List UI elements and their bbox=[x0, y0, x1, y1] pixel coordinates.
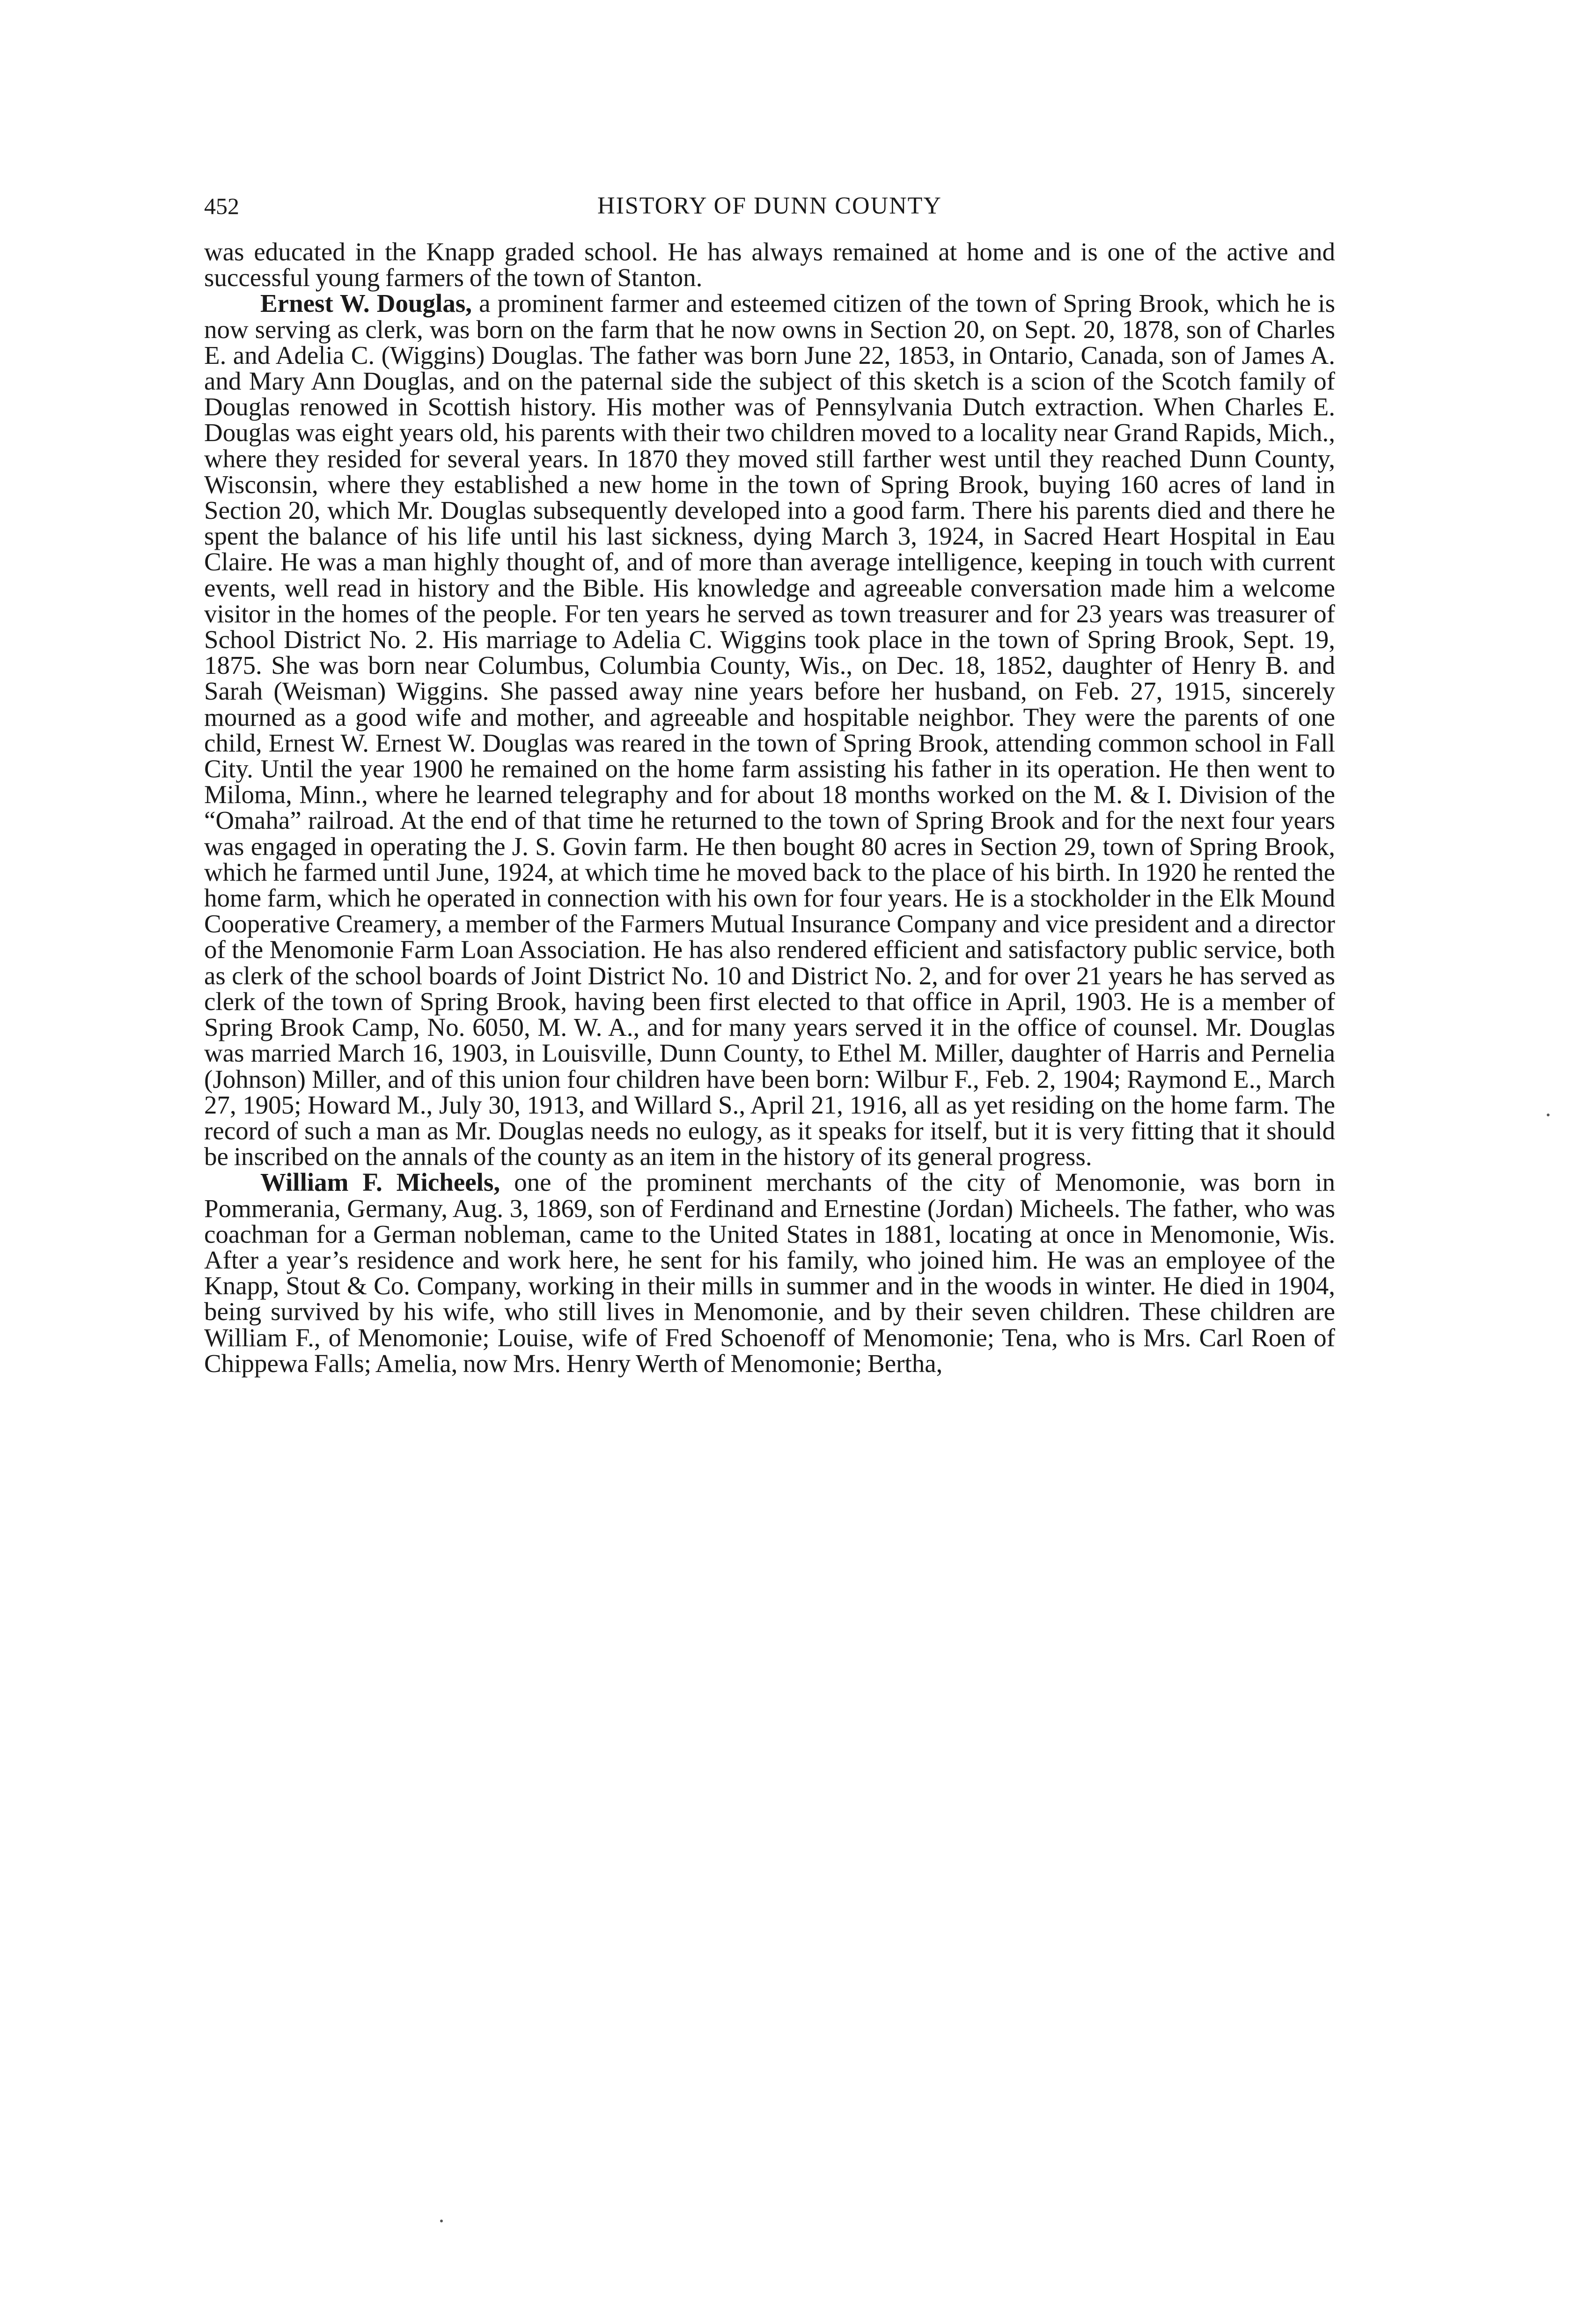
biography-name: Ernest W. Douglas, bbox=[260, 289, 472, 318]
paragraph-text: a prominent farmer and esteemed citizen of the town of Spring Brook, which he is now serving as clerk, was born on the farm that he now owns in Section 20, on Sept. 20, 1878, son of Charles E. and Adelia C. (Wiggins) Douglas. The father was born June 22, 1853, in Ontario, Canada, son of James A. and Mary Ann Douglas, and on the paternal side the subject of this sketch is a scion of the Scotch family of Douglas renowed in Scottish history. His mother was of Pennsylvania Dutch extraction. When Charles E. Douglas was eight years old, his parents with their two children moved to a locality near Grand Rapids, Mich., where they resided for several years. In 1870 they moved still farther west until they reached Dunn County, Wisconsin, where they established a new home in the town of Spring Brook, buying 160 acres of land in Section 20, which Mr. Douglas subsequently developed into a good farm. There his parents died and there he spent the balance of his life until his last sickness, dying March 3, 1924, in Sacred Heart Hospital in Eau Claire. He was a man highly thought of, and of more than average intelligence, keeping in touch with current events, well read in history and the Bible. His knowledge and agreeable conversation made him a welcome visitor in the homes of the people. For ten years he served as town treasurer and for 23 years was treasurer of School District No. 2. His marriage to Adelia C. Wiggins took place in the town of Spring Brook, Sept. 19, 1875. She was born near Columbus, Columbia County, Wis., on Dec. 18, 1852, daughter of Henry B. and Sarah (Weisman) Wiggins. She passed away nine years before her husband, on Feb. 27, 1915, sincerely mourned as a good wife and mother, and agreeable and hospitable neighbor. They were the parents of one child, Ernest W. Ernest W. Douglas was reared in the town of Spring Brook, attending common school in Fall City. Until the year 1900 he remained on the home farm assisting his father in its operation. He then went to Miloma, Minn., where he learned telegraphy and for about 18 months worked on the M. & I. Division of the “Omaha” railroad. At the end of that time he returned to the town of Spring Brook and for the next four years was engaged in operating the J. S. Govin farm. He then bought 80 acres in Section 29, town of Spring Brook, which he farmed until June, 1924, at which time he moved back to the place of his birth. In 1920 he rented the home farm, which he operated in connection with his own for four years. He is a stockholder in the Elk Mound Cooperative Creamery, a member of the Farmers Mutual Insurance Company and vice president and a director of the Menomonie Farm Loan Association. He has also rendered efficient and satisfactory public service, both as clerk of the school boards of Joint District No. 10 and District No. 2, and for over 21 years he has served as clerk of the town of Spring Brook, having been first elected to that office in April, 1903. He is a member of Spring Brook Camp, No. 6050, M. W. A., and for many years served it in the office of counsel. Mr. Douglas was married March 16, 1903, in Louisville, Dunn County, to Ethel M. Miller, daughter of Harris and Pernelia (Johnson) Miller, and of this union four children have been born: Wilbur F., Feb. 2, 1904; Raymond E., March 27, 1905; Howard M., July 30, 1913, and Willard S., April 21, 1916, all as yet residing on the home farm. The record of such a man as Mr. Douglas needs no eulogy, as it speaks for itself, but it is very fitting that it should be inscribed on the annals of the county as an item in the history of its general progress. bbox=[204, 289, 1335, 1171]
paragraph-text: was educated in the Knapp graded school. He has always remained at home and is one of the active and successful young farmers of the town of Stanton. bbox=[204, 237, 1335, 292]
scan-speck bbox=[440, 2220, 443, 2222]
paragraph-text: one of the prominent merchants of the city of Menomonie, was born in Pommerania, Germany, Aug. 3, 1869, son of Ferdinand and Ernestine (Jordan) Micheels. The father, who was coachman for a German nobleman, came to the United States in 1881, locating at once in Menomonie, Wis. After a year’s residence and work here, he sent for his family, who joined him. He was an employee of the Knapp, Stout & Co. Company, working in their mills in summer and in the woods in winter. He died in 1904, being survived by his wife, who still lives in Menomonie, and by their seven children. These children are William F., of Menomonie; Louise, wife of Fred Schoenoff of Menomonie; Tena, who is Mrs. Carl Roen of Chippewa Falls; Amelia, now Mrs. Henry Werth of Menomonie; Bertha, bbox=[204, 1168, 1335, 1378]
running-head: HISTORY OF DUNN COUNTY bbox=[597, 192, 942, 219]
biography-william-f-micheels bbox=[204, 1169, 1335, 1376]
page-number: 452 bbox=[204, 193, 239, 219]
paragraph-continuation bbox=[204, 239, 1335, 290]
body-text bbox=[204, 239, 1335, 1376]
biography-name: William F. Micheels, bbox=[260, 1168, 500, 1197]
scan-speck bbox=[1547, 1114, 1550, 1116]
page-header bbox=[204, 185, 1335, 227]
biography-ernest-w-douglas bbox=[204, 290, 1335, 1169]
